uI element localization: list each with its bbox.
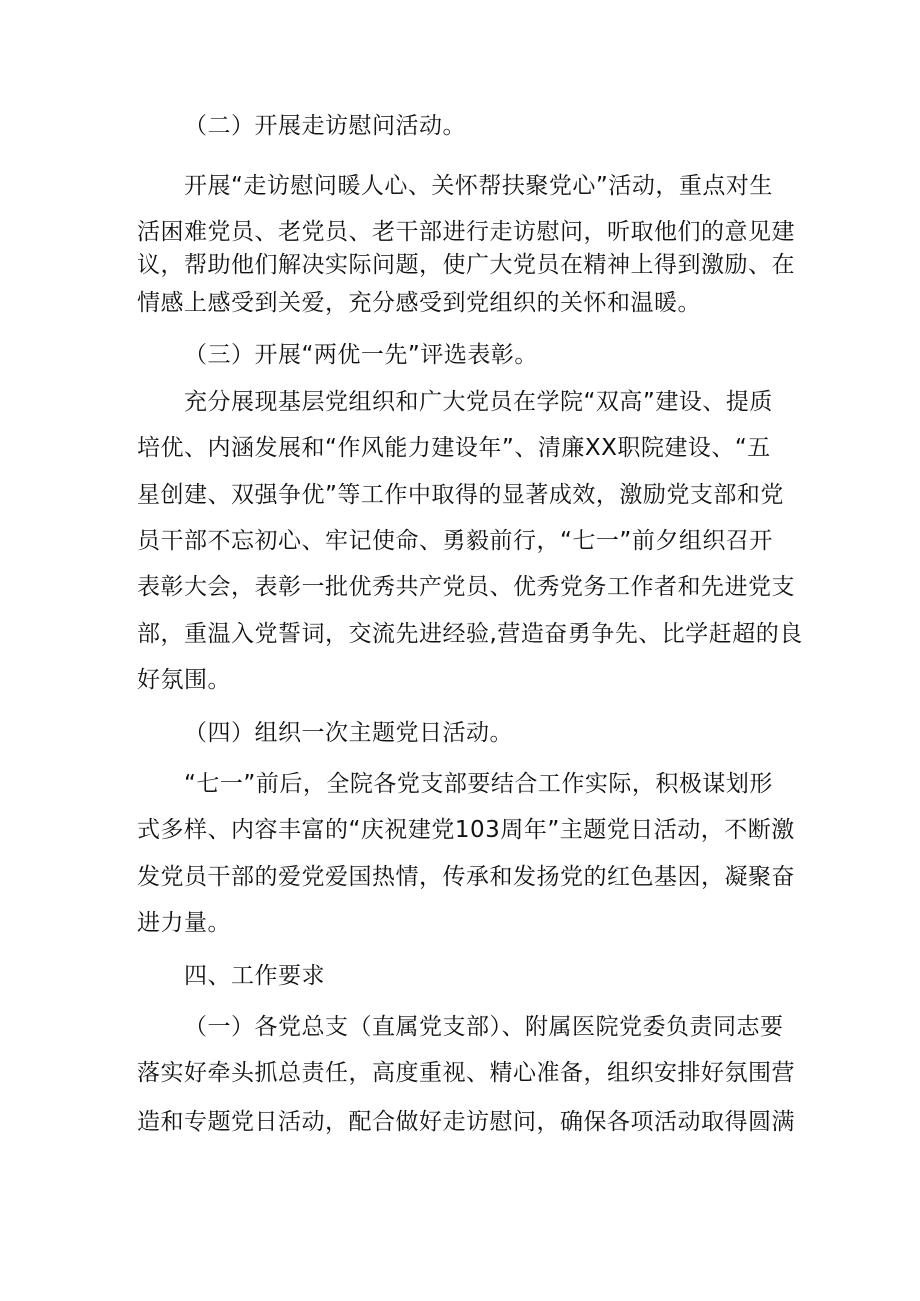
section-heading-requirements: 四、工作要求 [184, 963, 325, 989]
paragraph-line: 议，帮助他们解决实际问题，使广大党员在精神上得到激励、在 [137, 252, 795, 278]
paragraph-line: 发党员干部的爱党爱国热情，传承和发扬党的红色基因，凝聚奋 [137, 864, 795, 890]
paragraph-line: 活困难党员、老党员、老干部进行走访慰问，听取他们的意见建 [137, 219, 795, 245]
paragraph-line: 落实好牵头抓总责任，高度重视、精心准备，组织安排好氛围营 [137, 1060, 795, 1086]
paragraph-line: 员干部不忘初心、牢记使命、勇毅前行，“七一”前夕组织召开 [137, 528, 773, 554]
subheading-visits: （二）开展走访慰问活动。 [184, 113, 466, 139]
paragraph-line: 进力量。 [137, 910, 231, 936]
paragraph-line: 部，重温入党誓词，交流先进经验,营造奋勇争先、比学赶超的良 [137, 621, 803, 647]
paragraph-line: （一）各党总支（直属党支部）、附属医院党委负责同志要 [184, 1014, 784, 1040]
paragraph-line: “七一”前后，全院各党支部要结合工作实际，积极谋划形 [184, 771, 773, 797]
subheading-party-day: （四）组织一次主题党日活动。 [184, 720, 513, 746]
paragraph-line: 好氛围。 [137, 667, 231, 693]
paragraph-line: 表彰大会，表彰一批优秀共产党员、优秀党务工作者和先进党支 [137, 574, 795, 600]
paragraph-line: 造和专题党日活动，配合做好走访慰问，确保各项活动取得圆满 [137, 1109, 795, 1135]
paragraph-line: 式多样、内容丰富的“庆祝建党103周年”主题党日活动，不断激 [137, 817, 795, 843]
paragraph-line: 开展“走访慰问暖人心、关怀帮扶聚党心”活动，重点对生 [184, 173, 773, 199]
paragraph-line: 培优、内涵发展和“作风能力建设年”、清廉XX职院建设、“五 [137, 435, 771, 461]
paragraph-line: 充分展现基层党组织和广大党员在学院“双高”建设、提质 [184, 389, 773, 415]
paragraph-line: 情感上感受到关爱，充分感受到党组织的关怀和温暖。 [137, 290, 701, 316]
subheading-awards: （三）开展“两优一先”评选表彰。 [184, 342, 538, 368]
paragraph-line: 星创建、双强争优”等工作中取得的显著成效，激励党支部和党 [137, 482, 784, 508]
